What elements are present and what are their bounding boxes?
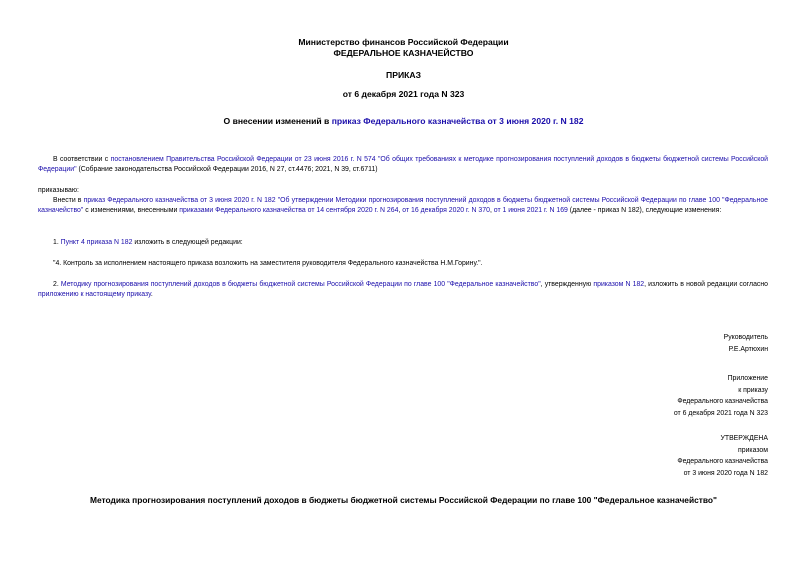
approved-line-2: приказом [738, 446, 768, 454]
title-order-link[interactable]: приказ Федерального казначейства от 3 июня 2020 г. N 182 [331, 116, 584, 126]
appendix-link[interactable]: приложению к настоящему приказу [38, 291, 151, 299]
order-169-link[interactable]: от 1 июня 2021 г. N 169 [493, 207, 568, 215]
order-182-short-link[interactable]: приказом N 182 [593, 281, 645, 288]
para1-text-4: , [489, 207, 494, 215]
appendix-line-4: от 6 декабря 2021 года N 323 [673, 409, 768, 417]
item-2-text-1: , утвержденную [540, 281, 594, 288]
order-word: приказываю: [38, 187, 79, 194]
doc-type: ПРИКАЗ [386, 70, 421, 80]
item-2-number: 2. [53, 281, 61, 288]
item-1-number: 1. [53, 239, 61, 246]
item-2-text-2: , изложить в новой редакции согласно [644, 281, 768, 288]
appendix-line-2: к приказу [738, 386, 768, 394]
para1-text-3: , [398, 207, 403, 215]
government-decree-link[interactable]: постановлением Правительства Российской Федерации от 23 июня 2016 г. N 574 "Об общих требованиях к методике прогнозирования поступлений доходов в бюджеты бюджетной системы Российской Федерации" [38, 156, 768, 174]
item-4-link[interactable]: Пункт 4 приказа N 182 [60, 239, 133, 246]
order-182-link[interactable]: приказ Федерального казначейства от 3 июня 2020 г. N 182 "Об утверждении Методики прогнозирования поступлений доходов в бюджеты бюджетной системы Российской Федерации по главе 100 "Федеральное казначейство" [38, 197, 768, 215]
item-2-text-3: . [150, 291, 153, 299]
appendix-line-3: Федерального казначейства [677, 398, 768, 405]
preamble-text-1: В соответствии с [53, 156, 111, 163]
preamble-paragraph [38, 155, 768, 176]
para1-text-1: Внести в [53, 197, 84, 204]
item-1 [38, 238, 768, 248]
order-370-link[interactable]: от 16 декабря 2020 г. N 370 [402, 207, 490, 215]
doc-date: от 6 декабря 2021 года N 323 [342, 89, 465, 99]
title-prefix: О внесении изменений в [223, 116, 332, 126]
methodology-title: Методика прогнозирования поступлений доходов в бюджеты бюджетной системы Российской Федерации по главе 100 "Федеральное казначейство" [89, 495, 717, 505]
document-title [0, 116, 807, 127]
approved-line-1: УТВЕРЖДЕНА [720, 435, 768, 442]
approved-block [677, 433, 768, 479]
agency-name: ФЕДЕРАЛЬНОЕ КАЗНАЧЕЙСТВО [333, 48, 474, 58]
order-264-link[interactable]: приказами Федерального казначейства от 14 сентября 2020 г. N 264 [179, 207, 399, 215]
approved-line-4: от 3 июня 2020 года N 182 [683, 469, 768, 477]
methodology-link[interactable]: Методику прогнозирования поступлений доходов в бюджеты бюджетной системы Российской Федерации по главе 100 "Федеральное казначейство" [60, 281, 541, 288]
para1-text-2: с изменениями, внесенными [83, 207, 180, 215]
signature-block [724, 332, 768, 355]
ministry-name: Министерство финансов Российской Федерации [298, 37, 509, 47]
para1-text-5: (далее - приказ N 182), следующие изменения: [567, 207, 722, 215]
amendment-paragraph [38, 196, 768, 217]
signatory-role: Руководитель [723, 334, 768, 341]
item-2 [38, 280, 768, 301]
signatory-name: Р.Е.Артюхин [728, 345, 768, 353]
quoted-provision: "4. Контроль за исполнением настоящего приказа возложить на заместителя руководителя Федерального казначейства Н.М.Горину.". [53, 260, 483, 267]
item-1-text: изложить в следующей редакции: [132, 239, 243, 246]
preamble-text-2: (Собрание законодательства Российской Федерации 2016, N 27, ст.4476; 2021, N 39, ст.6711) [76, 166, 378, 174]
approved-line-3: Федерального казначейства [677, 458, 768, 465]
appendix-line-1: Приложение [727, 375, 768, 382]
appendix-block [674, 373, 768, 419]
